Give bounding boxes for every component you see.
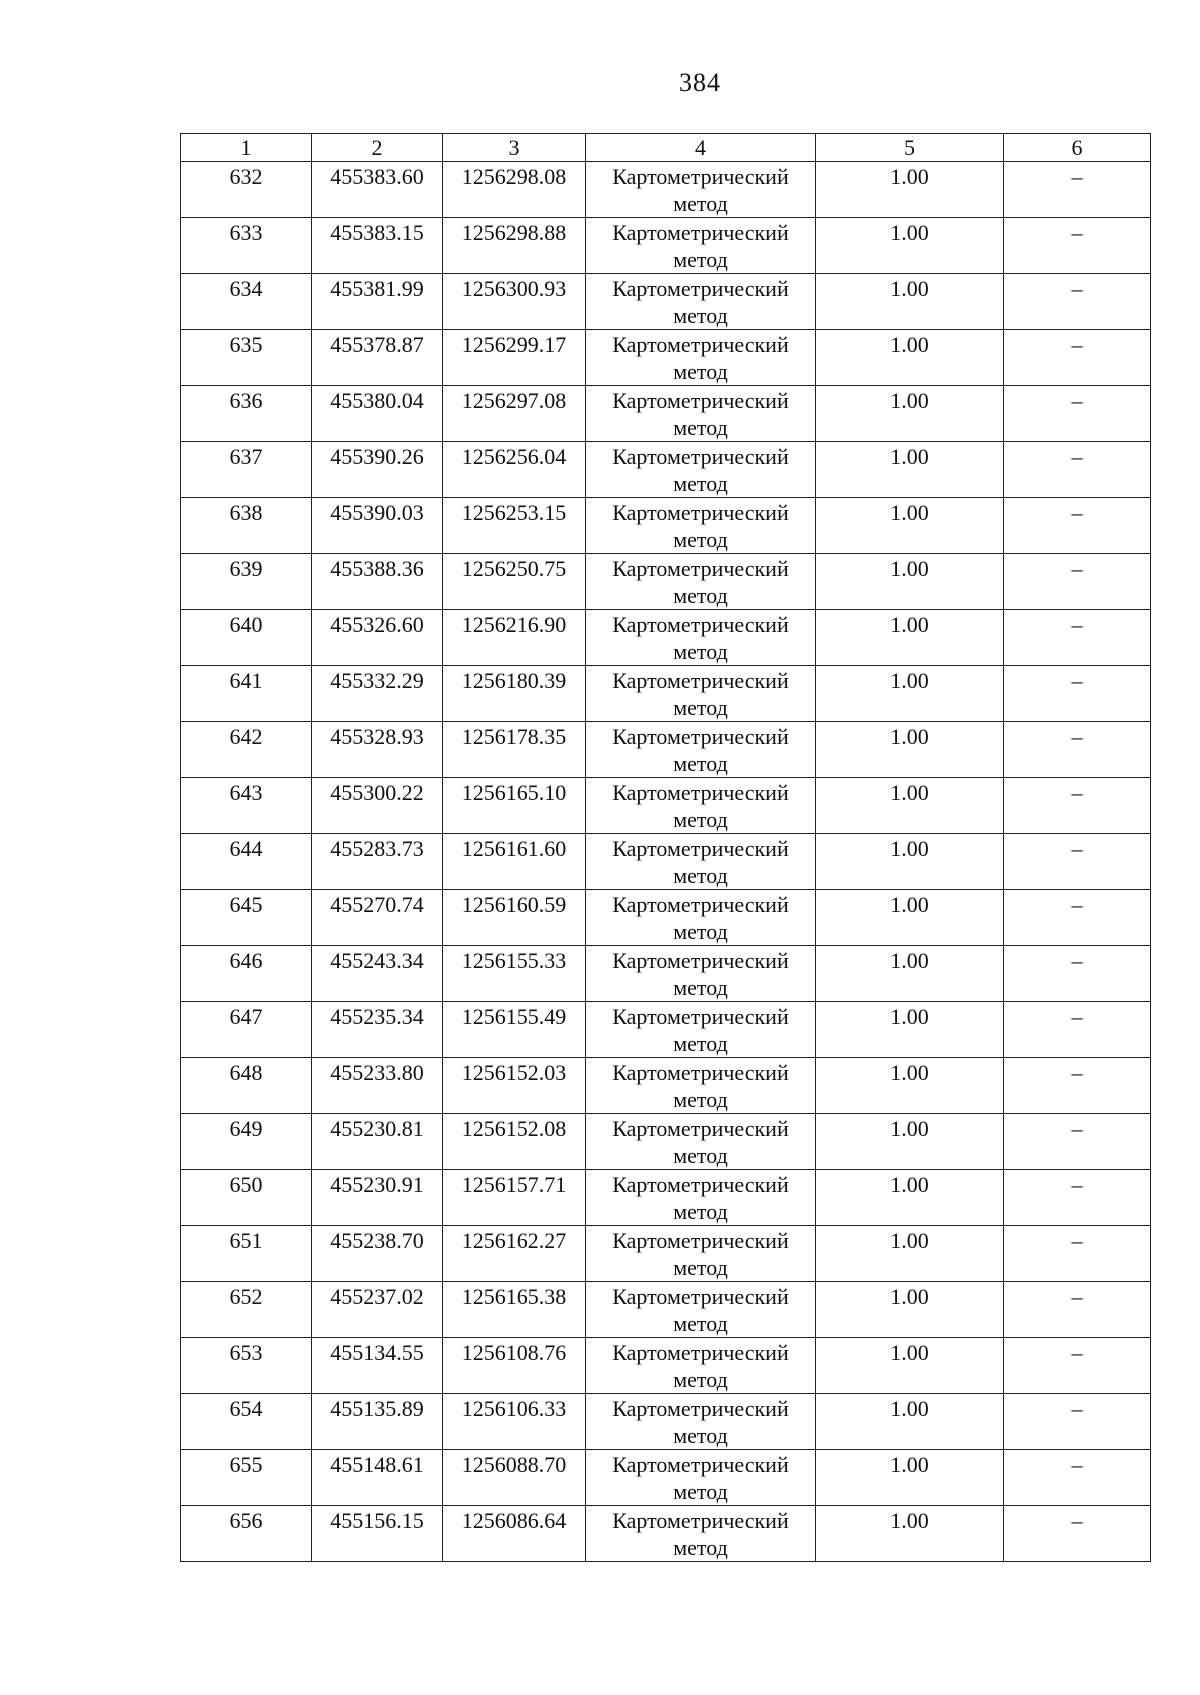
x-coordinate-cell: 455328.93 (312, 722, 443, 778)
method-cell: Картометрический метод (586, 330, 816, 386)
note-cell: – (1004, 1114, 1151, 1170)
table-row (181, 274, 1151, 330)
accuracy-cell: 1.00 (816, 1394, 1004, 1450)
point-number-cell: 638 (181, 498, 312, 554)
x-coordinate-cell: 455148.61 (312, 1450, 443, 1506)
method-cell: Картометрический метод (586, 498, 816, 554)
note-cell: – (1004, 386, 1151, 442)
x-coordinate-cell: 455233.80 (312, 1058, 443, 1114)
y-coordinate-cell: 1256250.75 (443, 554, 586, 610)
x-coordinate-cell: 455230.91 (312, 1170, 443, 1226)
method-cell: Картометрический метод (586, 1394, 816, 1450)
x-coordinate-cell: 455135.89 (312, 1394, 443, 1450)
accuracy-cell: 1.00 (816, 610, 1004, 666)
point-number-cell: 646 (181, 946, 312, 1002)
accuracy-cell: 1.00 (816, 1170, 1004, 1226)
y-coordinate-cell: 1256216.90 (443, 610, 586, 666)
y-coordinate-cell: 1256157.71 (443, 1170, 586, 1226)
page-number: 384 (679, 68, 721, 97)
method-cell: Картометрический метод (586, 778, 816, 834)
x-coordinate-cell: 455237.02 (312, 1282, 443, 1338)
point-number-cell: 644 (181, 834, 312, 890)
y-coordinate-cell: 1256165.38 (443, 1282, 586, 1338)
y-coordinate-cell: 1256178.35 (443, 722, 586, 778)
note-cell: – (1004, 442, 1151, 498)
method-cell: Картометрический метод (586, 1282, 816, 1338)
y-coordinate-cell: 1256155.49 (443, 1002, 586, 1058)
note-cell: – (1004, 610, 1151, 666)
y-coordinate-cell: 1256298.08 (443, 162, 586, 218)
accuracy-cell: 1.00 (816, 1506, 1004, 1562)
accuracy-cell: 1.00 (816, 386, 1004, 442)
column-header-2: 2 (312, 134, 443, 162)
method-cell: Картометрический метод (586, 1002, 816, 1058)
x-coordinate-cell: 455230.81 (312, 1114, 443, 1170)
table-row (181, 778, 1151, 834)
table-row (181, 722, 1151, 778)
note-cell: – (1004, 1170, 1151, 1226)
x-coordinate-cell: 455270.74 (312, 890, 443, 946)
note-cell: – (1004, 666, 1151, 722)
accuracy-cell: 1.00 (816, 834, 1004, 890)
table-row (181, 890, 1151, 946)
point-number-cell: 639 (181, 554, 312, 610)
point-number-cell: 645 (181, 890, 312, 946)
note-cell: – (1004, 1058, 1151, 1114)
x-coordinate-cell: 455243.34 (312, 946, 443, 1002)
column-header-4: 4 (586, 134, 816, 162)
method-cell: Картометрический метод (586, 1226, 816, 1282)
x-coordinate-cell: 455381.99 (312, 274, 443, 330)
y-coordinate-cell: 1256256.04 (443, 442, 586, 498)
y-coordinate-cell: 1256152.08 (443, 1114, 586, 1170)
point-number-cell: 642 (181, 722, 312, 778)
accuracy-cell: 1.00 (816, 1002, 1004, 1058)
method-cell: Картометрический метод (586, 386, 816, 442)
x-coordinate-cell: 455156.15 (312, 1506, 443, 1562)
point-number-cell: 643 (181, 778, 312, 834)
method-cell: Картометрический метод (586, 218, 816, 274)
method-cell: Картометрический метод (586, 890, 816, 946)
accuracy-cell: 1.00 (816, 1282, 1004, 1338)
accuracy-cell: 1.00 (816, 330, 1004, 386)
method-cell: Картометрический метод (586, 1338, 816, 1394)
y-coordinate-cell: 1256298.88 (443, 218, 586, 274)
point-number-cell: 636 (181, 386, 312, 442)
point-number-cell: 633 (181, 218, 312, 274)
table-row (181, 442, 1151, 498)
accuracy-cell: 1.00 (816, 1450, 1004, 1506)
y-coordinate-cell: 1256253.15 (443, 498, 586, 554)
accuracy-cell: 1.00 (816, 890, 1004, 946)
header-row (181, 134, 1151, 162)
table-row (181, 218, 1151, 274)
note-cell: – (1004, 722, 1151, 778)
x-coordinate-cell: 455388.36 (312, 554, 443, 610)
accuracy-cell: 1.00 (816, 1338, 1004, 1394)
table-row (181, 1114, 1151, 1170)
accuracy-cell: 1.00 (816, 498, 1004, 554)
method-cell: Картометрический метод (586, 1058, 816, 1114)
y-coordinate-cell: 1256162.27 (443, 1226, 586, 1282)
note-cell: – (1004, 218, 1151, 274)
y-coordinate-cell: 1256088.70 (443, 1450, 586, 1506)
table-row (181, 834, 1151, 890)
note-cell: – (1004, 1226, 1151, 1282)
point-number-cell: 641 (181, 666, 312, 722)
point-number-cell: 656 (181, 1506, 312, 1562)
method-cell: Картометрический метод (586, 1506, 816, 1562)
y-coordinate-cell: 1256160.59 (443, 890, 586, 946)
note-cell: – (1004, 778, 1151, 834)
method-cell: Картометрический метод (586, 554, 816, 610)
table-row (181, 610, 1151, 666)
table-row (181, 1506, 1151, 1562)
accuracy-cell: 1.00 (816, 162, 1004, 218)
y-coordinate-cell: 1256180.39 (443, 666, 586, 722)
method-cell: Картометрический метод (586, 274, 816, 330)
x-coordinate-cell: 455390.03 (312, 498, 443, 554)
table-row (181, 1394, 1151, 1450)
point-number-cell: 647 (181, 1002, 312, 1058)
point-number-cell: 655 (181, 1450, 312, 1506)
x-coordinate-cell: 455238.70 (312, 1226, 443, 1282)
table-row (181, 386, 1151, 442)
note-cell: – (1004, 554, 1151, 610)
column-header-6: 6 (1004, 134, 1151, 162)
note-cell: – (1004, 946, 1151, 1002)
note-cell: – (1004, 1002, 1151, 1058)
accuracy-cell: 1.00 (816, 1058, 1004, 1114)
x-coordinate-cell: 455332.29 (312, 666, 443, 722)
method-cell: Картометрический метод (586, 666, 816, 722)
x-coordinate-cell: 455378.87 (312, 330, 443, 386)
y-coordinate-cell: 1256155.33 (443, 946, 586, 1002)
coordinates-table (180, 133, 1151, 1562)
y-coordinate-cell: 1256300.93 (443, 274, 586, 330)
table-row (181, 1058, 1151, 1114)
method-cell: Картометрический метод (586, 1170, 816, 1226)
note-cell: – (1004, 1338, 1151, 1394)
x-coordinate-cell: 455235.34 (312, 1002, 443, 1058)
table-row (181, 666, 1151, 722)
method-cell: Картометрический метод (586, 442, 816, 498)
point-number-cell: 637 (181, 442, 312, 498)
note-cell: – (1004, 1450, 1151, 1506)
table-row (181, 330, 1151, 386)
table-row (181, 1002, 1151, 1058)
table-row (181, 554, 1151, 610)
accuracy-cell: 1.00 (816, 218, 1004, 274)
table-row (181, 1170, 1151, 1226)
accuracy-cell: 1.00 (816, 666, 1004, 722)
accuracy-cell: 1.00 (816, 778, 1004, 834)
method-cell: Картометрический метод (586, 610, 816, 666)
note-cell: – (1004, 1394, 1151, 1450)
note-cell: – (1004, 1506, 1151, 1562)
method-cell: Картометрический метод (586, 722, 816, 778)
x-coordinate-cell: 455383.15 (312, 218, 443, 274)
table-row (181, 1282, 1151, 1338)
column-header-5: 5 (816, 134, 1004, 162)
x-coordinate-cell: 455326.60 (312, 610, 443, 666)
note-cell: – (1004, 890, 1151, 946)
point-number-cell: 650 (181, 1170, 312, 1226)
point-number-cell: 648 (181, 1058, 312, 1114)
method-cell: Картометрический метод (586, 834, 816, 890)
note-cell: – (1004, 274, 1151, 330)
y-coordinate-cell: 1256108.76 (443, 1338, 586, 1394)
accuracy-cell: 1.00 (816, 722, 1004, 778)
accuracy-cell: 1.00 (816, 554, 1004, 610)
table-row (181, 946, 1151, 1002)
point-number-cell: 654 (181, 1394, 312, 1450)
x-coordinate-cell: 455283.73 (312, 834, 443, 890)
y-coordinate-cell: 1256161.60 (443, 834, 586, 890)
accuracy-cell: 1.00 (816, 274, 1004, 330)
point-number-cell: 649 (181, 1114, 312, 1170)
method-cell: Картометрический метод (586, 1114, 816, 1170)
method-cell: Картометрический метод (586, 946, 816, 1002)
y-coordinate-cell: 1256297.08 (443, 386, 586, 442)
accuracy-cell: 1.00 (816, 1114, 1004, 1170)
y-coordinate-cell: 1256152.03 (443, 1058, 586, 1114)
x-coordinate-cell: 455134.55 (312, 1338, 443, 1394)
x-coordinate-cell: 455380.04 (312, 386, 443, 442)
x-coordinate-cell: 455300.22 (312, 778, 443, 834)
table-row (181, 1450, 1151, 1506)
x-coordinate-cell: 455390.26 (312, 442, 443, 498)
method-cell: Картометрический метод (586, 1450, 816, 1506)
table-row (181, 1338, 1151, 1394)
table-header (181, 134, 1151, 162)
column-header-1: 1 (181, 134, 312, 162)
point-number-cell: 634 (181, 274, 312, 330)
accuracy-cell: 1.00 (816, 442, 1004, 498)
note-cell: – (1004, 834, 1151, 890)
y-coordinate-cell: 1256165.10 (443, 778, 586, 834)
note-cell: – (1004, 162, 1151, 218)
table-body (181, 162, 1151, 1562)
accuracy-cell: 1.00 (816, 946, 1004, 1002)
table-row (181, 162, 1151, 218)
y-coordinate-cell: 1256299.17 (443, 330, 586, 386)
point-number-cell: 640 (181, 610, 312, 666)
table-row (181, 1226, 1151, 1282)
note-cell: – (1004, 498, 1151, 554)
note-cell: – (1004, 330, 1151, 386)
column-header-3: 3 (443, 134, 586, 162)
note-cell: – (1004, 1282, 1151, 1338)
point-number-cell: 652 (181, 1282, 312, 1338)
point-number-cell: 653 (181, 1338, 312, 1394)
accuracy-cell: 1.00 (816, 1226, 1004, 1282)
table-row (181, 498, 1151, 554)
point-number-cell: 651 (181, 1226, 312, 1282)
method-cell: Картометрический метод (586, 162, 816, 218)
y-coordinate-cell: 1256086.64 (443, 1506, 586, 1562)
point-number-cell: 635 (181, 330, 312, 386)
y-coordinate-cell: 1256106.33 (443, 1394, 586, 1450)
x-coordinate-cell: 455383.60 (312, 162, 443, 218)
point-number-cell: 632 (181, 162, 312, 218)
